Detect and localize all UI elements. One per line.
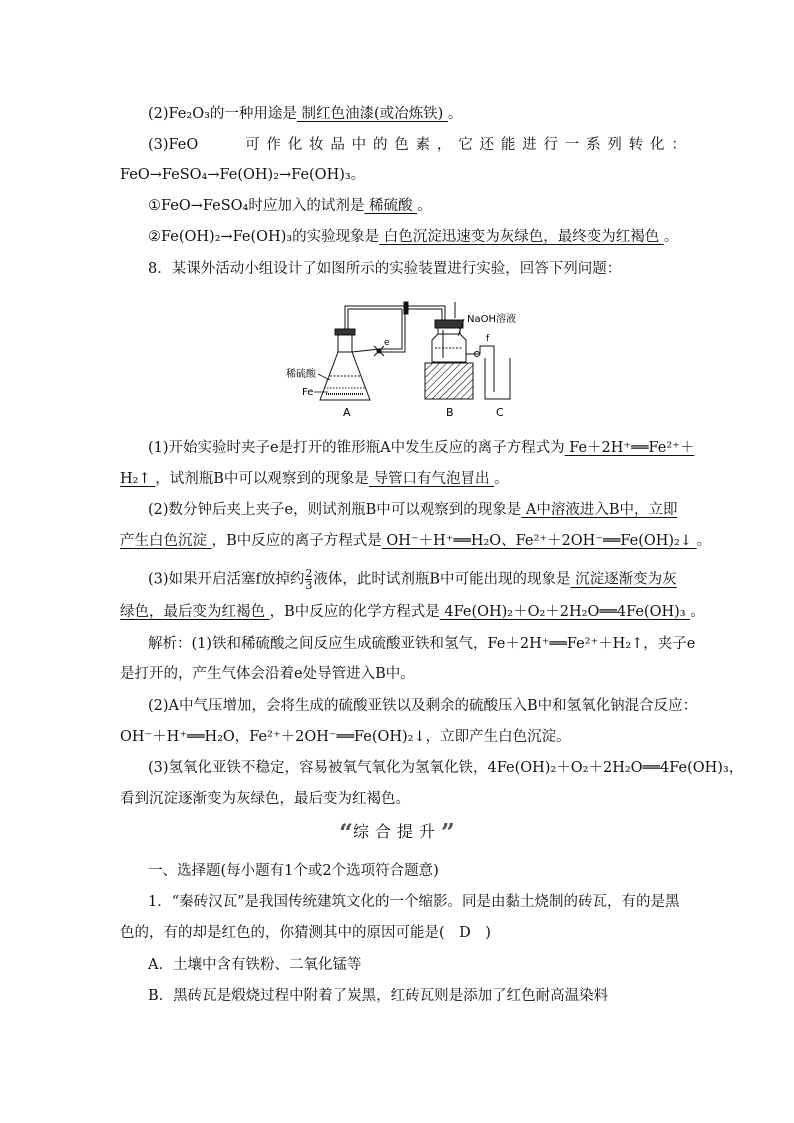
- answer-blank: 绿色，最后变为红褐色: [120, 604, 270, 620]
- reagent-bottle-b: [432, 320, 486, 362]
- label-f: f: [486, 334, 490, 344]
- answer-blank: 产生白色沉淀: [120, 533, 212, 549]
- q1-option-b: B．黑砖瓦是煅烧过程中附着了炭黑，红砖瓦则是添加了红色耐高温染料: [148, 988, 609, 1004]
- answer-blank: 制红色油漆(或冶炼铁): [296, 106, 448, 122]
- label-a: A: [343, 406, 351, 419]
- q8-1-line1: (1)开始实验时夹子e是打开的锥形瓶A中发生反应的离子方程式为 Fe＋2H⁺══Fe²⁺＋: [148, 440, 695, 456]
- q1-line-1: 1．“秦砖汉瓦”是我国传统建筑文化的一个缩影。同是由黏土烧制的砖瓦，有的是黑: [148, 894, 680, 910]
- conversion-chain: FeO→FeSO₄→Fe(OH)₂→Fe(OH)₃。: [120, 167, 366, 183]
- clamp-e-icon: [374, 346, 384, 356]
- apparatus-figure: [280, 296, 530, 422]
- fraction-two-thirds: $\frac{2}{3}$: [305, 567, 313, 592]
- q8-1-line2: H₂↑ ，试剂瓶B中可以观察到的现象是 导管口有气泡冒出 。: [120, 471, 509, 487]
- label-c: C: [496, 406, 504, 419]
- erlenmeyer-flask-a: [320, 329, 370, 400]
- part-one-heading: 一、选择题(每小题有1个或2个选项符合题意): [148, 863, 439, 879]
- answer-blank: A中溶液进入B中，立即: [521, 502, 678, 518]
- section-title: 综合提升: [352, 822, 441, 841]
- beaker-c: [485, 346, 510, 399]
- q7-3a-line: ①FeO→FeSO₄时应加入的试剂是 稀硫酸 。: [148, 198, 432, 214]
- label-b: B: [446, 406, 454, 419]
- section-heading: [0, 818, 794, 847]
- analysis-line-3: (2)A中气压增加，会将生成的硫酸亚铁以及剩余的硫酸压入B中和氢氧化钠混合反应：: [148, 698, 698, 714]
- q8-stem: 8．某课外活动小组设计了如图所示的实验装置进行实验，回答下列问题：: [148, 261, 622, 277]
- analysis-line-2: 是打开的，产生气体会沿着e处导管进入B中。: [120, 666, 415, 682]
- q1-line-2: 色的，有的却是红色的，你猜测其中的原因可能是( D ): [120, 925, 491, 941]
- close-quote-icon: ”: [441, 818, 455, 847]
- q1-option-a: A．土壤中含有铁粉、二氧化锰等: [148, 957, 362, 973]
- open-quote-icon: “: [339, 818, 353, 847]
- analysis-line-5: (3)氢氧化亚铁不稳定，容易被氧气氧化为氢氧化铁，4Fe(OH)₂＋O₂＋2H₂O══4Fe(OH)₃，: [148, 760, 744, 776]
- q7-3b-line: ②Fe(OH)₂→Fe(OH)₃的实验现象是 白色沉淀迅速变为灰绿色，最终变为红褐色 。: [148, 229, 679, 245]
- answer-blank: 4Fe(OH)₂＋O₂＋2H₂O══4Fe(OH)₃: [439, 604, 691, 620]
- analysis-line-4: OH⁻＋H⁺══H₂O，Fe²⁺＋2OH⁻══Fe(OH)₂↓，立即产生白色沉淀。: [120, 729, 571, 745]
- q8-3-line1: (3)如果开启活塞f放掉约 $\frac{2}{3}$ 液体，此时试剂瓶B中可能出现的现象是 沉淀逐渐变为灰: [148, 567, 677, 592]
- q8-2-line1: (2)数分钟后夹上夹子e，则试剂瓶B中可以观察到的现象是 A中溶液进入B中，立即: [148, 502, 678, 518]
- label-naoh: NaOH溶液: [467, 314, 516, 325]
- q8-3-line2: 绿色，最后变为红褐色 ，B中反应的化学方程式是 4Fe(OH)₂＋O₂＋2H₂O══4Fe(OH)₃ 。: [120, 604, 705, 620]
- q7-3-line: (3)FeO 可 作 化 妆 品 中 的 色 素 ， 它 还 能 进 行 一 系 列 转 化 ：: [148, 137, 686, 153]
- q8-2-line2: 产生白色沉淀 ，B中反应的离子方程式是 OH⁻＋H⁺══H₂O、Fe²⁺＋2OH⁻══Fe(OH)₂↓ 。: [120, 533, 712, 549]
- answer-blank: OH⁻＋H⁺══H₂O、Fe²⁺＋2OH⁻══Fe(OH)₂↓: [381, 533, 697, 549]
- analysis-line-1: 解析：(1)铁和稀硫酸之间反应生成硫酸亚铁和氢气，Fe＋2H⁺══Fe²⁺＋H₂↑，夹子e: [148, 636, 696, 652]
- answer-blank: H₂↑: [120, 471, 156, 487]
- answer-blank: 沉淀逐渐变为灰: [570, 571, 677, 588]
- q7-2-line: (2)Fe₂O₃的一种用途是 制红色油漆(或冶炼铁) 。: [148, 106, 463, 122]
- label-dilute-sulfuric-acid: 稀硫酸: [286, 369, 316, 380]
- answer-blank: Fe＋2H⁺══Fe²⁺＋: [564, 440, 695, 456]
- analysis-line-6: 看到沉淀逐渐变为灰绿色，最后变为红褐色。: [120, 791, 410, 807]
- label-fe: Fe: [302, 387, 314, 398]
- answer-blank: 白色沉淀迅速变为灰绿色，最终变为红褐色: [379, 229, 664, 245]
- answer-blank: 导管口有气泡冒出: [368, 471, 495, 487]
- answer-blank: 稀硫酸: [364, 198, 418, 214]
- support-block: [425, 363, 473, 399]
- label-e: e: [384, 338, 390, 348]
